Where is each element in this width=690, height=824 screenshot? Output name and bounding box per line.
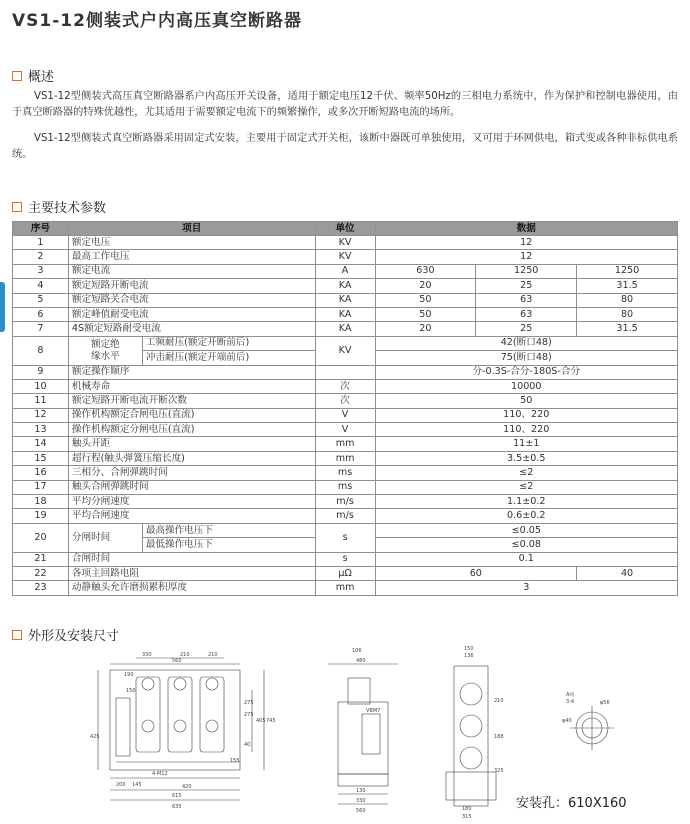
params-heading-text: 主要技术参数 bbox=[28, 201, 107, 216]
row-value: 1250 bbox=[577, 264, 678, 278]
row-unit: mm bbox=[315, 437, 375, 451]
row-value: ≤2 bbox=[375, 466, 677, 480]
row-value: 50 bbox=[375, 293, 476, 307]
row-unit: KA bbox=[315, 322, 375, 336]
row-value: 20 bbox=[375, 279, 476, 293]
row-unit: KV bbox=[315, 236, 375, 250]
row-value: 50 bbox=[375, 394, 677, 408]
dim-210b: 210 bbox=[208, 652, 218, 658]
row-number: 18 bbox=[13, 495, 69, 509]
row-value: 60 bbox=[375, 566, 577, 580]
spec-table bbox=[12, 221, 678, 596]
row-value: 31.5 bbox=[577, 279, 678, 293]
dim-275: 275 bbox=[244, 700, 254, 706]
row-subitem: 冲击耐压(额定开端前后) bbox=[142, 351, 315, 365]
row-value: 3 bbox=[375, 581, 677, 595]
row-item: 合闸时间 bbox=[68, 552, 315, 566]
section-marker-icon bbox=[12, 202, 22, 212]
row-item-line: 额定绝 bbox=[90, 338, 120, 350]
row-value: 20 bbox=[375, 322, 476, 336]
row-number: 22 bbox=[13, 566, 69, 580]
table-row bbox=[13, 379, 678, 393]
row-number: 3 bbox=[13, 264, 69, 278]
dim-635: 635 bbox=[172, 804, 182, 810]
row-item: 超行程(触头弹簧压缩长度) bbox=[68, 451, 315, 465]
table-row bbox=[13, 552, 678, 566]
dim-phi56: φ56 bbox=[600, 700, 610, 706]
row-unit: s bbox=[315, 552, 375, 566]
row-item: 平均合闸速度 bbox=[68, 509, 315, 523]
dim-145: 145 bbox=[132, 782, 142, 788]
detail-label-a: A向 bbox=[566, 692, 575, 698]
row-value: 1.1±0.2 bbox=[375, 495, 677, 509]
table-row bbox=[13, 509, 678, 523]
row-number: 4 bbox=[13, 279, 69, 293]
row-number: 8 bbox=[13, 336, 69, 365]
row-value: 42(断口48) bbox=[375, 336, 677, 350]
table-row bbox=[13, 466, 678, 480]
row-unit: 次 bbox=[315, 379, 375, 393]
table-row bbox=[13, 365, 678, 379]
row-unit bbox=[315, 365, 375, 379]
dim-rear-325: 325 bbox=[494, 768, 504, 774]
row-item: 各项主回路电阻 bbox=[68, 566, 315, 580]
table-row bbox=[13, 408, 678, 422]
dim-phi40: φ40 bbox=[562, 718, 572, 724]
row-value: 80 bbox=[577, 293, 678, 307]
dim-rear-210: 210 bbox=[494, 698, 504, 704]
overview-heading-text: 概述 bbox=[28, 70, 55, 85]
row-unit: ms bbox=[315, 480, 375, 494]
row-number: 13 bbox=[13, 423, 69, 437]
row-item bbox=[68, 336, 142, 365]
row-unit: KV bbox=[315, 250, 375, 264]
detail-view bbox=[570, 706, 614, 750]
row-item: 额定电流 bbox=[68, 264, 315, 278]
row-value: 25 bbox=[476, 322, 577, 336]
dim-190: 190 bbox=[124, 672, 134, 678]
dim-rear-150: 150 bbox=[464, 646, 474, 652]
dim-275b: 275 bbox=[244, 712, 254, 718]
row-item: 触头合闸弹跳时间 bbox=[68, 480, 315, 494]
row-value: 63 bbox=[476, 293, 577, 307]
row-value: 110、220 bbox=[375, 408, 677, 422]
dim-rear-315: 315 bbox=[462, 814, 472, 820]
header-item: 项目 bbox=[68, 222, 315, 236]
table-row bbox=[13, 307, 678, 321]
row-item: 额定短路开断电流开断次数 bbox=[68, 394, 315, 408]
row-unit: m/s bbox=[315, 495, 375, 509]
row-unit: KA bbox=[315, 279, 375, 293]
table-row bbox=[13, 250, 678, 264]
row-value: 11±1 bbox=[375, 437, 677, 451]
row-value: 12 bbox=[375, 250, 677, 264]
dim-rear-180: 180 bbox=[462, 806, 472, 812]
dim-side-560: 560 bbox=[356, 808, 366, 814]
dim-210a: 210 bbox=[180, 652, 190, 658]
row-number: 16 bbox=[13, 466, 69, 480]
row-item: 动静触头允许磨损累积厚度 bbox=[68, 581, 315, 595]
row-number: 21 bbox=[13, 552, 69, 566]
params-heading bbox=[12, 197, 106, 216]
row-item: 平均分闸速度 bbox=[68, 495, 315, 509]
row-value: ≤2 bbox=[375, 480, 677, 494]
dim-rear-136: 136 bbox=[464, 653, 474, 659]
dim-side-330: 330 bbox=[356, 798, 366, 804]
table-row bbox=[13, 336, 678, 350]
row-number: 17 bbox=[13, 480, 69, 494]
row-item: 额定电压 bbox=[68, 236, 315, 250]
dim-side-480: 480 bbox=[356, 658, 366, 664]
row-value: 12 bbox=[375, 236, 677, 250]
dim-4m12: 4-M12 bbox=[152, 771, 168, 777]
row-value: 63 bbox=[476, 307, 577, 321]
table-row bbox=[13, 394, 678, 408]
row-item: 额定短路关合电流 bbox=[68, 293, 315, 307]
dim-150: 150 bbox=[126, 688, 136, 694]
row-unit: V bbox=[315, 423, 375, 437]
row-number: 12 bbox=[13, 408, 69, 422]
header-data: 数据 bbox=[375, 222, 677, 236]
row-value: 分-0.3S-合分-180S-合分 bbox=[375, 365, 677, 379]
dim-615: 615 bbox=[172, 793, 182, 799]
dim-425: 425 bbox=[90, 734, 100, 740]
row-item: 机械寿命 bbox=[68, 379, 315, 393]
rear-view bbox=[446, 666, 496, 806]
section-marker-icon bbox=[12, 71, 22, 81]
row-unit: μΩ bbox=[315, 566, 375, 580]
row-value: 110、220 bbox=[375, 423, 677, 437]
row-number: 11 bbox=[13, 394, 69, 408]
row-number: 19 bbox=[13, 509, 69, 523]
row-value: 25 bbox=[476, 279, 577, 293]
row-number: 7 bbox=[13, 322, 69, 336]
table-row bbox=[13, 264, 678, 278]
row-item: 分闸时间 bbox=[68, 523, 142, 552]
dim-155: 155 bbox=[230, 758, 240, 764]
row-value: 31.5 bbox=[577, 322, 678, 336]
row-value: 75(断口48) bbox=[375, 351, 677, 365]
side-view bbox=[328, 664, 398, 804]
row-item: 额定峰值耐受电流 bbox=[68, 307, 315, 321]
row-value: 0.6±0.2 bbox=[375, 509, 677, 523]
row-item: 触头开距 bbox=[68, 437, 315, 451]
row-number: 20 bbox=[13, 523, 69, 552]
row-value: 40 bbox=[577, 566, 678, 580]
row-item: 额定短路开断电流 bbox=[68, 279, 315, 293]
row-unit: s bbox=[315, 523, 375, 552]
row-unit: KA bbox=[315, 307, 375, 321]
table-row bbox=[13, 451, 678, 465]
dim-560: 560 bbox=[172, 658, 182, 664]
detail-label-b: 3:4 bbox=[566, 699, 575, 705]
dim-200: 200 bbox=[116, 782, 126, 788]
row-number: 1 bbox=[13, 236, 69, 250]
row-unit: 次 bbox=[315, 394, 375, 408]
row-unit: KV bbox=[315, 336, 375, 365]
table-row bbox=[13, 322, 678, 336]
side-label: VBM7 bbox=[366, 708, 381, 714]
row-item: 4S额定短路耐受电流 bbox=[68, 322, 315, 336]
dim-420: 420 bbox=[182, 784, 192, 790]
row-value: 50 bbox=[375, 307, 476, 321]
row-unit: mm bbox=[315, 581, 375, 595]
table-row bbox=[13, 236, 678, 250]
row-number: 5 bbox=[13, 293, 69, 307]
table-row bbox=[13, 423, 678, 437]
row-number: 14 bbox=[13, 437, 69, 451]
row-item: 操作机构额定分闸电压(直流) bbox=[68, 423, 315, 437]
row-item: 三相分、合闸弹跳时间 bbox=[68, 466, 315, 480]
dim-rear-188: 188 bbox=[494, 734, 504, 740]
table-row bbox=[13, 566, 678, 580]
row-value: 10000 bbox=[375, 379, 677, 393]
table-row bbox=[13, 293, 678, 307]
row-value: 630 bbox=[375, 264, 476, 278]
row-unit: mm bbox=[315, 451, 375, 465]
row-number: 10 bbox=[13, 379, 69, 393]
row-subitem: 工频耐压(额定开断前后) bbox=[142, 336, 315, 350]
row-item-line: 缘水平 bbox=[90, 350, 120, 362]
row-value: ≤0.05 bbox=[375, 523, 677, 537]
header-unit: 单位 bbox=[315, 222, 375, 236]
row-number: 9 bbox=[13, 365, 69, 379]
table-header-row bbox=[13, 222, 678, 236]
row-value: 0.1 bbox=[375, 552, 677, 566]
row-value: 1250 bbox=[476, 264, 577, 278]
dim-405: 405 bbox=[256, 718, 266, 724]
row-unit: A bbox=[315, 264, 375, 278]
row-number: 23 bbox=[13, 581, 69, 595]
side-tab-decoration bbox=[0, 282, 5, 332]
row-unit: KA bbox=[315, 293, 375, 307]
dim-40: 40 bbox=[244, 742, 251, 748]
row-number: 2 bbox=[13, 250, 69, 264]
row-unit: ms bbox=[315, 466, 375, 480]
table-row bbox=[13, 523, 678, 537]
front-view bbox=[98, 658, 264, 800]
overview-heading bbox=[12, 66, 54, 85]
header-no: 序号 bbox=[13, 222, 69, 236]
dimensions-heading-text: 外形及安装尺寸 bbox=[28, 629, 120, 644]
row-item: 操作机构额定合闸电压(直流) bbox=[68, 408, 315, 422]
dim-330: 330 bbox=[142, 652, 152, 658]
table-row bbox=[13, 480, 678, 494]
row-unit: m/s bbox=[315, 509, 375, 523]
mounting-hole-label: 安装孔：610X160 bbox=[516, 796, 627, 811]
row-unit: V bbox=[315, 408, 375, 422]
row-value: 80 bbox=[577, 307, 678, 321]
row-number: 6 bbox=[13, 307, 69, 321]
dim-side-130: 130 bbox=[356, 788, 366, 794]
table-row bbox=[13, 279, 678, 293]
row-item: 最高工作电压 bbox=[68, 250, 315, 264]
overview-paragraph-1: VS1-12型侧装式高压真空断路器系户内高压开关设备，适用于额定电压12千伏、频率50Hz的三相电力系统中，作为保护和控制电器使用，由于真空断路器的特殊优越性，尤其适用于需要额定电流下的频繁操作，或多次开断短路电流的场所。 bbox=[12, 91, 678, 118]
overview-paragraph-2: VS1-12型侧装式真空断路器采用固定式安装，主要用于固定式开关柜，该断中器既可单独使用，又可用于环网供电，箱式变或各种非标供电系统。 bbox=[12, 133, 678, 160]
dim-745: 745 bbox=[266, 718, 276, 724]
table-row bbox=[13, 495, 678, 509]
row-item: 额定操作顺序 bbox=[68, 365, 315, 379]
row-number: 15 bbox=[13, 451, 69, 465]
row-subitem: 最低操作电压下 bbox=[142, 538, 315, 552]
table-row bbox=[13, 581, 678, 595]
table-row bbox=[13, 437, 678, 451]
section-marker-icon bbox=[12, 630, 22, 640]
row-value: 3.5±0.5 bbox=[375, 451, 677, 465]
dim-side-106: 106 bbox=[352, 648, 362, 654]
page-title: VS1-12侧装式户内高压真空断路器 bbox=[12, 11, 302, 31]
row-subitem: 最高操作电压下 bbox=[142, 523, 315, 537]
row-value: ≤0.08 bbox=[375, 538, 677, 552]
